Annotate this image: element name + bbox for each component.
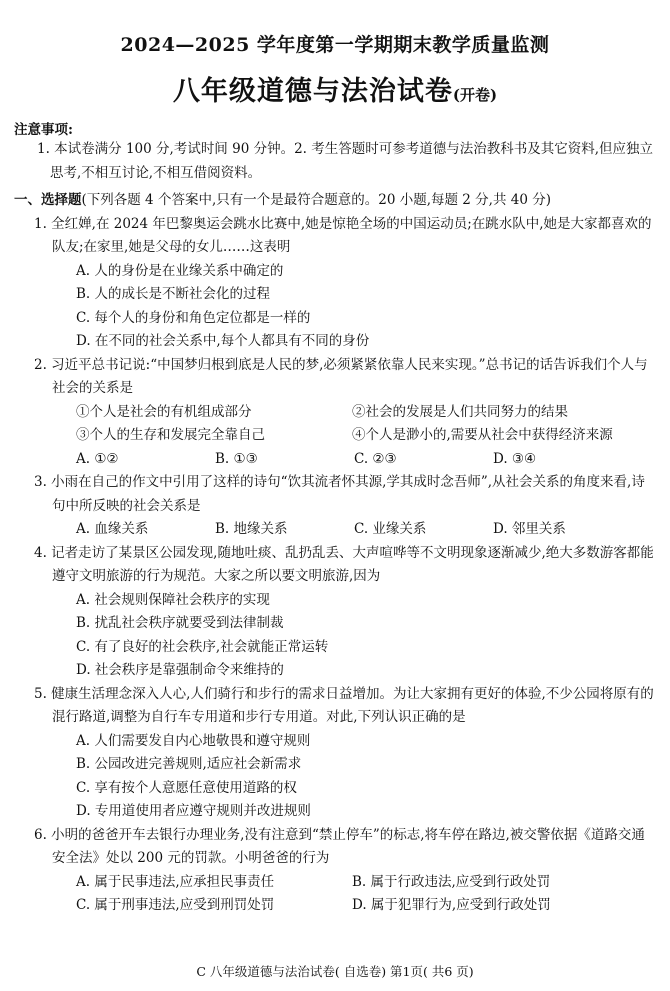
option-item: C. 享有按个人意愿任意使用道路的权 [76, 779, 297, 796]
option-item: C. 业缘关系 [354, 521, 427, 537]
exam-subject-title: 八年级道德与法治试卷 [172, 76, 453, 107]
option-row [14, 518, 656, 542]
statement-grid [14, 401, 656, 448]
option-item: C. 属于刑事违法,应受到刑罚处罚 [76, 897, 275, 913]
question-stem: 4. 记者走访了某景区公园发现,随地吐痰、乱扔乱丢、大声喧哗等不文明现象逐渐减少,绝大多数游客都能遵守文明旅游的行为规范。大家之所以要文明旅游,因为 [34, 544, 654, 584]
option-item: B. 属于行政违法,应受到行政处罚 [352, 873, 551, 890]
option-item: D. 属于犯罪行为,应受到行政处罚 [352, 897, 551, 913]
option-item: A. 属于民事违法,应承担民事责任 [76, 873, 275, 890]
notice-heading: 注意事项: [14, 122, 73, 138]
option-item: C. 每个人的身份和角色定位都是一样的 [76, 309, 311, 326]
option-item: D. 在不同的社会关系中,每个人都具有不同的身份 [76, 333, 370, 349]
option-item: B. 地缘关系 [215, 521, 288, 537]
option-item: D. 邻里关系 [493, 521, 566, 537]
question-stem: 1. 全红婵,在 2024 年巴黎奥运会跳水比赛中,她是惊艳全场的中国运动员;在跳水队中,她是大家都喜欢的队友;在家里,她是父母的女儿……这表明 [34, 215, 652, 255]
option-item: B. 公园改进完善规则,适应社会新需求 [76, 756, 302, 772]
exam-type-label: (开卷) [452, 86, 498, 104]
option-grid [14, 871, 656, 918]
option-item: A. 人们需要发自内心地敬畏和遵守规则 [76, 732, 311, 749]
option-item: A. 血缘关系 [76, 521, 149, 537]
option-item: B. ①③ [215, 450, 258, 467]
statement-item: ②社会的发展是人们共同努力的结果 [352, 403, 568, 420]
notice-item: 1. 本试卷满分 100 分,考试时间 90 分钟。2. 考生答题时可参考道德与法治教科书及其它资料,但应独立思考,不相互讨论,不相互借阅资料。 [37, 141, 654, 181]
option-item: D. 专用道使用者应遵守规则并改进规则 [76, 803, 311, 819]
exam-page [0, 30, 670, 991]
section-title: 一、选择题 [14, 192, 82, 208]
exam-main-title [14, 69, 656, 108]
option-item: A. 人的身份是在业缘关系中确定的 [76, 262, 284, 279]
option-item: B. 扰乱社会秩序就要受到法律制裁 [76, 615, 284, 631]
statement-item: ①个人是社会的有机组成部分 [76, 403, 252, 420]
option-item: C. 有了良好的社会秩序,社会就能正常运转 [76, 638, 329, 655]
statement-item: ③个人的生存和发展完全靠自己 [76, 427, 265, 443]
option-item: A. 社会规则保障社会秩序的实现 [76, 591, 270, 608]
option-item: C. ②③ [354, 450, 397, 467]
question-stem: 5. 健康生活理念深入人心,人们骑行和步行的需求日益增加。为让大家拥有更好的体验,不少公园将原有的混行路道,调整为自行车专用道和步行专用道。对此,下列认识正确的是 [34, 685, 654, 725]
statement-item: ④个人是渺小的,需要从社会中获得经济来源 [352, 427, 613, 443]
exam-period-title: 2024—2025 学年度第一学期期末教学质量监测 [120, 34, 550, 56]
option-item: D. 社会秩序是靠强制命令来维持的 [76, 662, 284, 678]
option-item: D. ③④ [493, 450, 537, 467]
option-item: B. 人的成长是不断社会化的过程 [76, 286, 271, 302]
option-row [14, 448, 656, 472]
page-footer: C 八年级道德与法治试卷( 自选卷) 第1页( 共6 页) [196, 964, 474, 979]
section-instruction: (下列各题 4 个答案中,只有一个是最符合题意的。20 小题,每题 2 分,共 40 分) [81, 192, 551, 208]
section-heading [14, 189, 656, 213]
question-stem: 6. 小明的爸爸开车去银行办理业务,没有注意到“禁止停车”的标志,将车停在路边,被交警依据《道路交通安全法》处以 200 元的罚款。小明爸爸的行为 [34, 826, 645, 866]
question-stem: 2. 习近平总书记说:“中国梦归根到底是人民的梦,必须紧紧依靠人民来实现。”总书记的话告诉我们个人与社会的关系是 [34, 356, 648, 396]
question-stem: 3. 小雨在自己的作文中引用了这样的诗句“饮其流者怀其源,学其成时念吾师”,从社会关系的角度来看,诗句中所反映的社会关系是 [34, 474, 645, 514]
option-item: A. ①② [76, 450, 119, 467]
